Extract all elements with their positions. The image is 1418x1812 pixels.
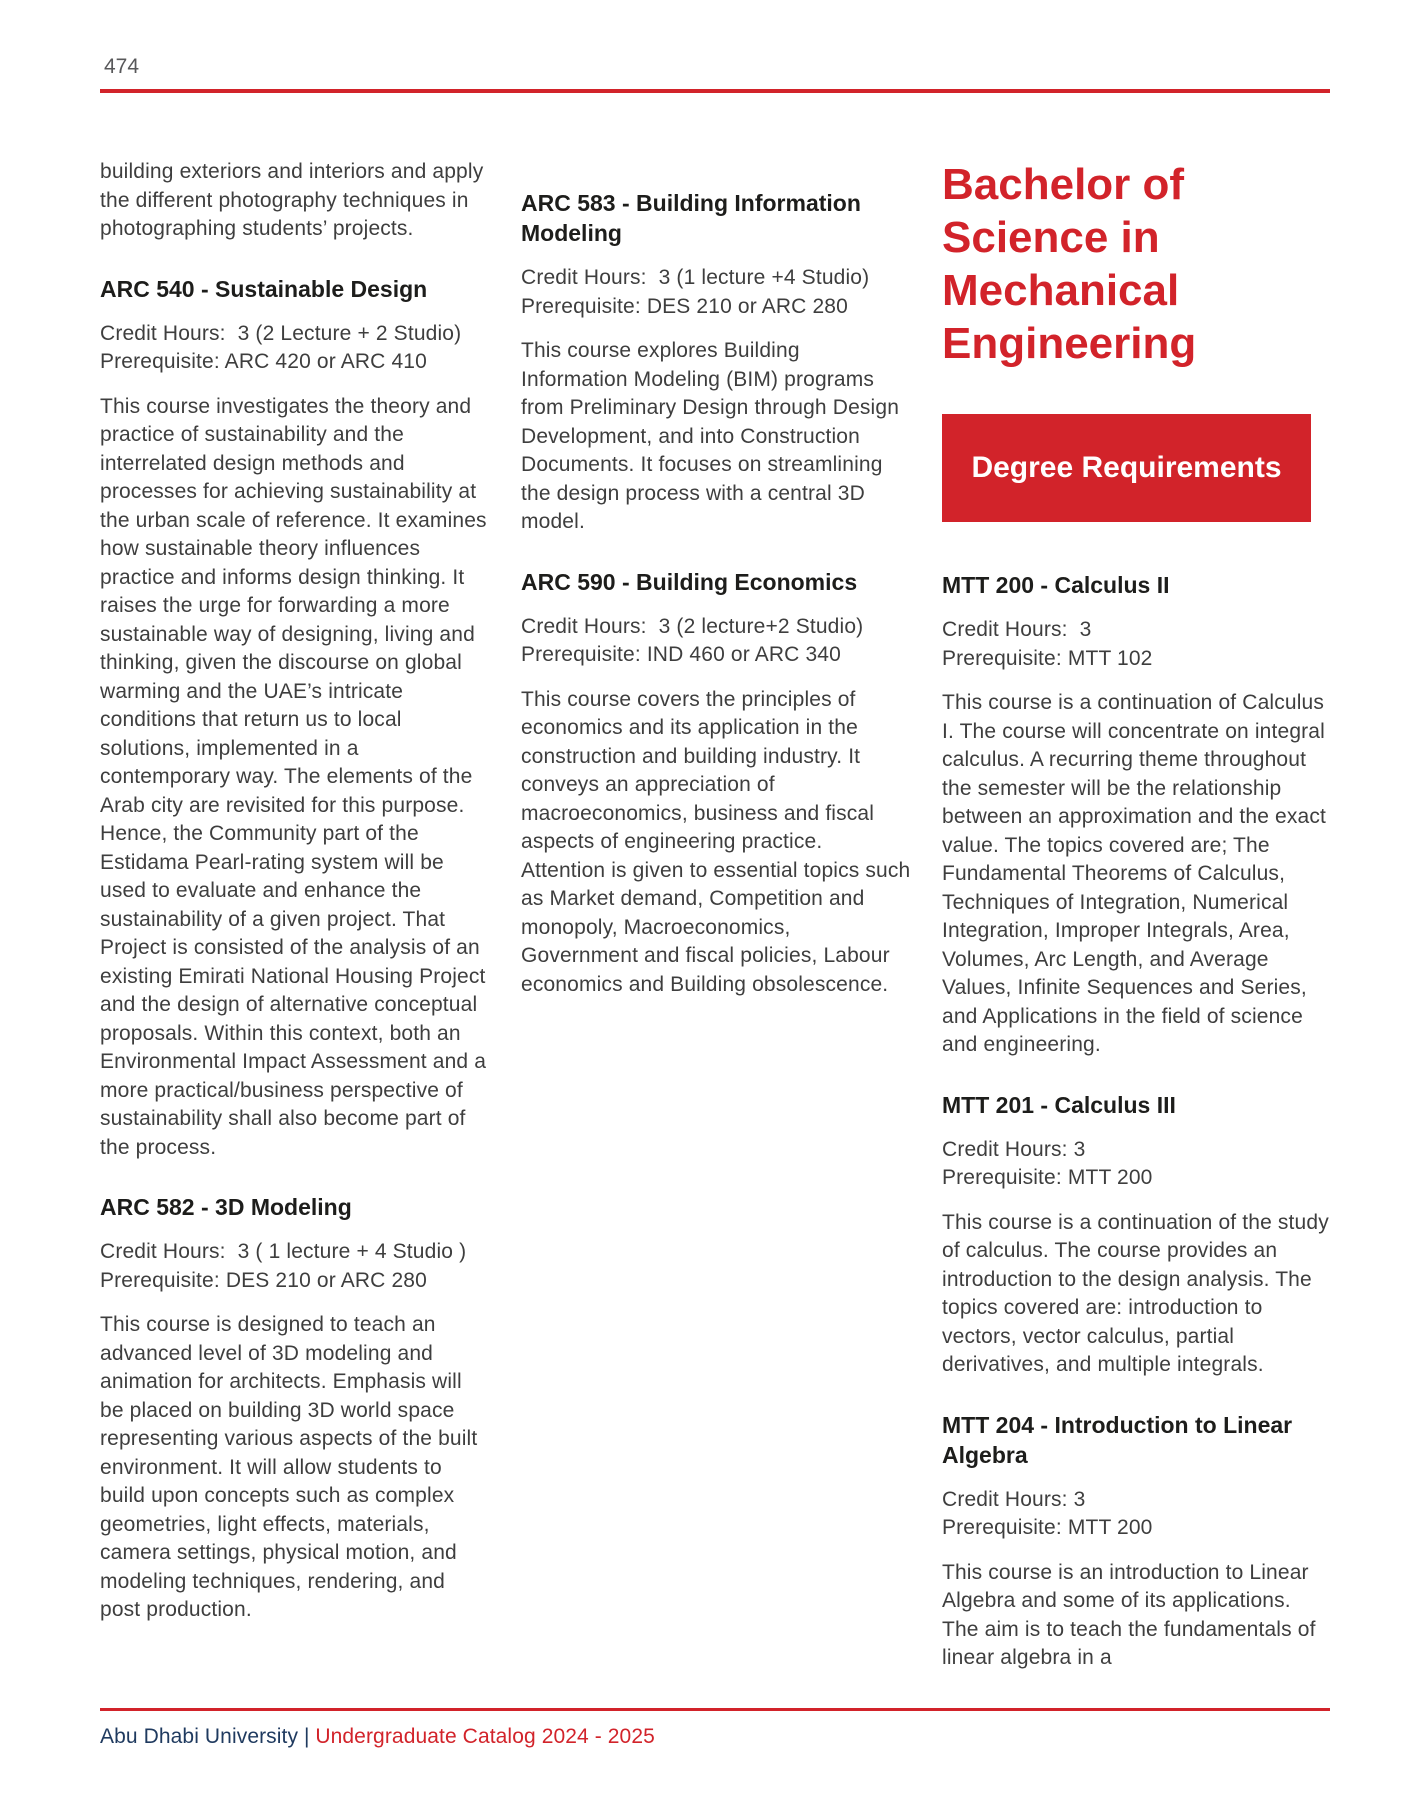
course-description: This course is designed to teach an advanced level of 3D modeling and animation for architects. Emphasis will be placed on building 3D world space representing various aspects of the built environment. It will allow students to build upon concepts such as complex geometries, light effects, materials, camera settings, physical motion, and modeling techniques, rendering, and post production. xyxy=(100,1313,478,1621)
page-content xyxy=(100,150,1332,1679)
intro-paragraph: building exteriors and interiors and apply the different photography techniques in photographing students’ projects. xyxy=(100,160,484,240)
degree-requirements-label: Degree Requirements xyxy=(971,451,1282,484)
course-title: ARC 582 - 3D Modeling xyxy=(100,1194,352,1220)
course-meta xyxy=(521,264,911,321)
credit-hours: Credit Hours: 3 ( 1 lecture + 4 Studio ) xyxy=(100,1240,467,1263)
column-2 xyxy=(521,150,911,1679)
prerequisite: Prerequisite: ARC 420 or ARC 410 xyxy=(100,350,427,373)
course-meta xyxy=(942,616,1332,673)
course-arc-583 xyxy=(521,188,911,537)
credit-hours: Credit Hours: 3 xyxy=(942,618,1092,641)
course-meta xyxy=(942,1486,1332,1543)
program-title: Bachelor of Science in Mechanical Engineering xyxy=(942,160,1197,368)
credit-hours: Credit Hours: 3 (2 lecture+2 Studio) xyxy=(521,614,864,638)
course-title: MTT 201 - Calculus III xyxy=(942,1091,1176,1118)
prerequisite: Prerequisite: IND 460 or ARC 340 xyxy=(521,643,841,666)
course-meta xyxy=(942,1136,1332,1193)
degree-requirements-banner xyxy=(942,414,1311,522)
column-1 xyxy=(100,150,490,1679)
course-mtt-204 xyxy=(942,1410,1332,1673)
course-title: ARC 590 - Building Economics xyxy=(521,568,858,595)
footer-catalog: Undergraduate Catalog 2024 - 2025 xyxy=(315,1725,655,1748)
course-description: This course is a continuation of the study of calculus. The course provides an introduction to the design analysis. The topics covered are: introduction to vectors, vector calculus, partial derivatives, and multiple integrals. xyxy=(942,1210,1329,1376)
course-meta xyxy=(100,1238,490,1295)
course-mtt-201 xyxy=(942,1090,1332,1380)
credit-hours: Credit Hours: 3 (1 lecture +4 Studio) xyxy=(521,266,870,289)
course-description: This course investigates the theory and practice of sustainability and the interrelated design methods and processes for achieving sustainability at the urban scale of reference. It examines how sustainable theory influences practice and informs design thinking. It raises the urge for forwarding a more sustainable way of designing, living and thinking, given the discourse on global warming and the UAE’s intricate conditions that return us to local solutions, implemented in a contemporary way. The elements of the Arab city are revisited for this purpose. Hence, the Community part of the Estidama Pearl-rating system will be used to evaluate and enhance the sustainability of a given project. That Project is consisted of the analysis of an existing Emirati National Housing Project and the design of alternative conceptual proposals. Within this context, both an Environmental Impact Assessment and a more practical/business perspective of sustainability shall also become part of the process. xyxy=(100,394,487,1159)
course-description: This course covers the principles of economics and its application in the construction and building industry. It conveys an appreciation of macroeconomics, business and fiscal aspects of engineering practice. Attention is given to essential topics such as Market demand, Competition and monopoly, Macroeconomics, Government and fiscal policies, Labour economics and Building obsolescence. xyxy=(521,687,911,996)
credit-hours: Credit Hours: 3 xyxy=(942,1137,1086,1161)
column-3 xyxy=(942,150,1332,1679)
header-rule xyxy=(100,89,1330,93)
credit-hours: Credit Hours: 3 xyxy=(942,1487,1086,1511)
course-title: ARC 583 - Building Information Modeling xyxy=(521,190,861,246)
prerequisite: Prerequisite: MTT 200 xyxy=(942,1166,1153,1189)
course-title: ARC 540 - Sustainable Design xyxy=(100,275,428,302)
course-mtt-200 xyxy=(942,570,1332,1060)
page-footer xyxy=(100,1708,1330,1749)
course-description: This course explores Building Information Modeling (BIM) programs from Preliminary Design through Design Development, and into Construction Documents. It focuses on streamlining the design process with a central 3D model. xyxy=(521,339,900,533)
prerequisite: Prerequisite: MTT 102 xyxy=(942,646,1153,670)
course-meta xyxy=(521,613,911,670)
course-meta xyxy=(100,320,490,377)
footer-separator: | xyxy=(303,1725,310,1748)
course-arc-590 xyxy=(521,567,911,1000)
prerequisite: Prerequisite: DES 210 or ARC 280 xyxy=(521,294,848,318)
course-title: MTT 204 - Introduction to Linear Algebra xyxy=(942,1411,1293,1468)
page-number: 474 xyxy=(104,55,140,78)
prerequisite: Prerequisite: DES 210 or ARC 280 xyxy=(100,1268,427,1292)
credit-hours: Credit Hours: 3 (2 Lecture + 2 Studio) xyxy=(100,321,462,345)
course-description: This course is a continuation of Calculus I. The course will concentrate on integral calculus. A recurring theme throughout the semester will be the relationship between an approximation and the exact value. The topics covered are; The Fundamental Theorems of Calculus, Techniques of Integration, Numerical Integration, Improper Integrals, Area, Volumes, Arc Length, and Average Values, Infinite Sequences and Series, and Applications in the field of science and engineering. xyxy=(942,691,1326,1056)
course-arc-582 xyxy=(100,1192,490,1625)
prerequisite: Prerequisite: MTT 200 xyxy=(942,1516,1153,1539)
course-description: This course is an introduction to Linear Algebra and some of its applications. The aim is to teach the fundamentals of linear algebra in a xyxy=(942,1560,1316,1669)
page-header xyxy=(100,55,1330,93)
course-arc-540 xyxy=(100,274,490,1163)
course-title: MTT 200 - Calculus II xyxy=(942,572,1170,598)
footer-university: Abu Dhabi University xyxy=(100,1725,299,1748)
